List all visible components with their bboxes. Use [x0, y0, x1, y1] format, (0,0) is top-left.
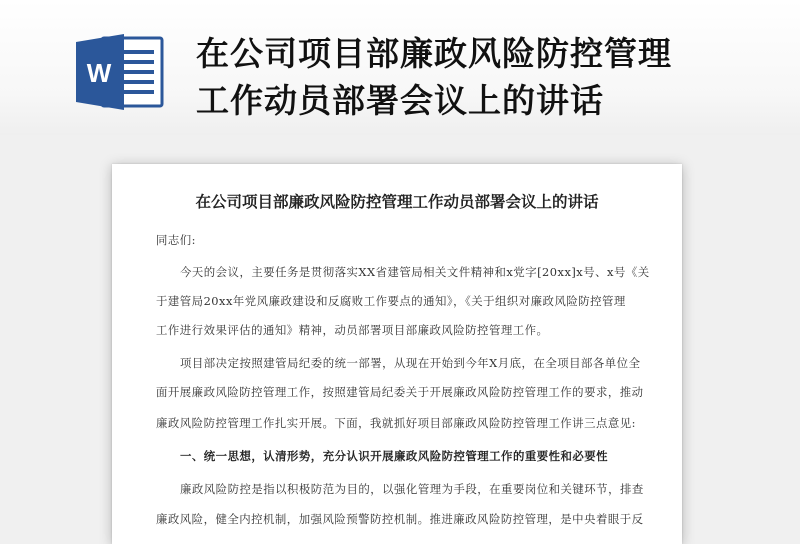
document-line: 同志们: — [156, 233, 197, 247]
document-line: 廉政风险防控是指以积极防范为目的，以强化管理为手段，在重要岗位和关键环节，排查 — [180, 482, 644, 496]
word-icon-letter: W — [86, 58, 112, 88]
document-page — [112, 164, 682, 544]
page-title — [196, 30, 776, 124]
document-line: 于建管局20xx年党风廉政建设和反腐败工作要点的通知》，《关于组织对廉政风险防控管理 — [156, 294, 626, 308]
document-line: 廉政风险，健全内控机制，加强风险预警防控机制。推进廉政风险防控管理，是中央着眼于反 — [156, 512, 644, 526]
page-title-line-1: 在公司项目部廉政风险防控管理 — [196, 34, 672, 73]
page-title-line-2: 工作动员部署会议上的讲话 — [196, 81, 604, 120]
word-document-icon — [74, 32, 166, 112]
document-line: 工作进行效果评估的通知》精神，动员部署项目部廉政风险防控管理工作。 — [156, 323, 549, 337]
document-line: 项目部决定按照建管局纪委的统一部署，从现在开始到今年X月底，在全项目部各单位全 — [180, 356, 641, 370]
document-title: 在公司项目部廉政风险防控管理工作动员部署会议上的讲话 — [195, 192, 599, 211]
document-line: 今天的会议，主要任务是贯彻落实XX省建管局相关文件精神和x党字[20xx]x号、x号《关 — [180, 265, 650, 279]
document-line: 面开展廉政风险防控管理工作，按照建管局纪委关于开展廉政风险防控管理工作的要求，推动 — [156, 385, 644, 399]
section-heading: 一、统一思想，认清形势，充分认识开展廉政风险防控管理工作的重要性和必要性 — [180, 449, 609, 463]
document-line: 廉政风险防控管理工作扎实开展。下面，我就抓好项目部廉政风险防控管理工作讲三点意见: — [156, 416, 636, 430]
